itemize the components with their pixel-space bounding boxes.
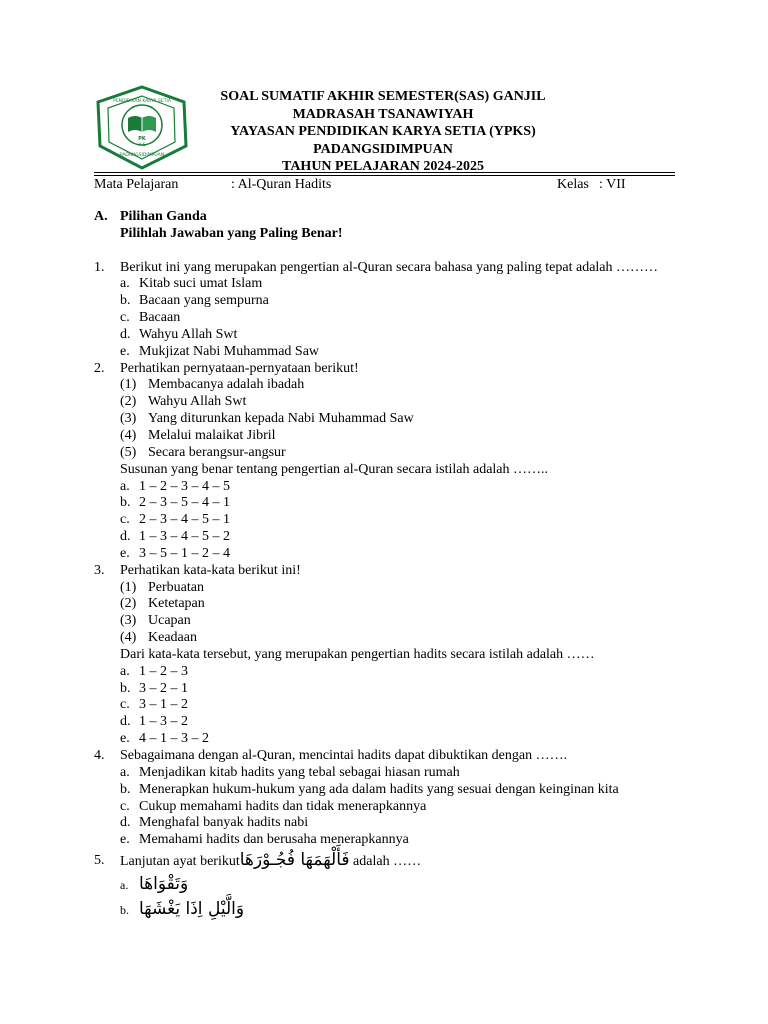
arabic-verse: فَأَلْهَمَهَا فُجُـوْرَهَا: [239, 850, 350, 871]
answer-option[interactable]: a. وَتَقْوَاهَا: [120, 874, 189, 895]
answer-option[interactable]: c. Cukup memahami hadits dan tidak menerapkannya: [120, 798, 427, 814]
answer-option[interactable]: d. Wahyu Allah Swt: [120, 326, 238, 342]
class-value: : VII: [599, 177, 626, 192]
question-number: 3.: [94, 562, 105, 578]
answer-option[interactable]: a. Menjadikan kitab hadits yang tebal sebagai hiasan rumah: [120, 764, 460, 780]
subject-label: Mata Pelajaran: [94, 177, 179, 192]
question-1: [94, 260, 676, 361]
svg-text:PENDIDIKAN KARYA SETIA: PENDIDIKAN KARYA SETIA: [113, 99, 171, 104]
svg-text:PK: PK: [138, 136, 146, 142]
question-number: 5.: [94, 853, 105, 869]
header-title: SOAL SUMATIF AKHIR SEMESTER(SAS) GANJIL: [220, 89, 546, 104]
question-text: Lanjutan ayat berikut فَأَلْهَمَهَا فُجُـوْرَهَا adalah ……: [120, 850, 422, 871]
answer-option[interactable]: a. 1 – 2 – 3: [120, 663, 188, 679]
subject-value: : Al-Quran Hadits: [231, 177, 332, 192]
question-number: 2.: [94, 360, 105, 376]
section-letter: A.: [94, 209, 108, 224]
answer-option[interactable]: e. Mukjizat Nabi Muhammad Saw: [120, 343, 320, 359]
question-3: [94, 563, 676, 748]
question-text: Sebagaimana dengan al-Quran, mencintai hadits dapat dibuktikan dengan …….: [120, 748, 568, 763]
svg-text:Y S: Y S: [138, 143, 146, 148]
question-text: Perhatikan pernyataan-pernyataan berikut!: [120, 360, 359, 376]
section-instruction: Pilihlah Jawaban yang Paling Benar!: [120, 225, 343, 241]
header-city: PADANGSIDIMPUAN: [313, 141, 453, 157]
statement-item: (2) Wahyu Allah Swt: [120, 394, 247, 410]
answer-option[interactable]: d. 1 – 3 – 2: [120, 714, 188, 730]
exam-header: [190, 88, 576, 176]
answer-option[interactable]: c. 3 – 1 – 2: [120, 697, 188, 713]
statement-item: (4) Keadaan: [120, 630, 197, 646]
answer-option[interactable]: b. 2 – 3 – 5 – 4 – 1: [120, 495, 230, 511]
statement-item: (4) Melalui malaikat Jibril: [120, 427, 276, 443]
question-number: 4.: [94, 748, 105, 763]
answer-option[interactable]: d. Menghafal banyak hadits nabi: [120, 815, 309, 831]
answer-option[interactable]: b. 3 – 2 – 1: [120, 680, 188, 696]
answer-option[interactable]: a. 1 – 2 – 3 – 4 – 5: [120, 478, 230, 494]
answer-option[interactable]: b. Bacaan yang sempurna: [120, 293, 269, 309]
school-logo: [94, 84, 190, 170]
answer-option[interactable]: a. Kitab suci umat Islam: [120, 276, 263, 292]
answer-option[interactable]: d. 1 – 3 – 4 – 5 – 2: [120, 529, 230, 545]
answer-option[interactable]: e. 3 – 5 – 1 – 2 – 4: [120, 545, 230, 561]
section-instruction-row: [94, 226, 676, 243]
statement-item: (3) Yang diturunkan kepada Nabi Muhammad Saw: [120, 411, 414, 427]
header-academic-year: TAHUN PELAJARAN 2024-2025: [282, 159, 484, 174]
header-divider-thick: [94, 172, 675, 173]
question-prompt: Dari kata-kata tersebut, yang merupakan pengertian hadits secara istilah adalah ……: [120, 646, 595, 662]
statement-item: (2) Ketetapan: [120, 596, 205, 612]
statement-item: (1) Perbuatan: [120, 579, 204, 595]
question-5: [94, 849, 676, 922]
svg-text:PADANGSIDIMPUAN: PADANGSIDIMPUAN: [119, 153, 165, 158]
answer-option[interactable]: b. وَالَّيْلِ اِذَا يَغْشَهَا: [120, 899, 245, 920]
answer-option[interactable]: c. 2 – 3 – 4 – 5 – 1: [120, 512, 230, 528]
statement-item: (5) Secara berangsur-angsur: [120, 444, 286, 460]
section-title: Pilihan Ganda: [120, 209, 207, 224]
question-text: Berikut ini yang merupakan pengertian al-Quran secara bahasa yang paling tepat adalah ………: [120, 259, 659, 275]
exam-content: [94, 209, 676, 922]
section-heading: [94, 209, 676, 226]
question-4: [94, 748, 676, 849]
answer-option[interactable]: b. Menerapkan hukum-hukum yang ada dalam hadits yang sesuai dengan keinginan kita: [120, 781, 619, 797]
question-text: Perhatikan kata-kata berikut ini!: [120, 562, 301, 578]
question-prompt: Susunan yang benar tentang pengertian al-Quran secara istilah adalah ……..: [120, 461, 549, 477]
statement-item: (3) Ucapan: [120, 613, 191, 629]
header-school-level: MADRASAH TSANAWIYAH: [292, 106, 474, 122]
question-number: 1.: [94, 259, 105, 275]
header-foundation: YAYASAN PENDIDIKAN KARYA SETIA (YPKS): [230, 124, 536, 139]
answer-option[interactable]: c. Bacaan: [120, 310, 181, 326]
answer-option[interactable]: e. 4 – 1 – 3 – 2: [120, 731, 209, 747]
question-2: [94, 361, 676, 563]
statement-item: (1) Membacanya adalah ibadah: [120, 377, 305, 393]
answer-option[interactable]: e. Memahami hadits dan berusaha menerapkannya: [120, 832, 409, 848]
class-label: Kelas: [557, 177, 589, 192]
